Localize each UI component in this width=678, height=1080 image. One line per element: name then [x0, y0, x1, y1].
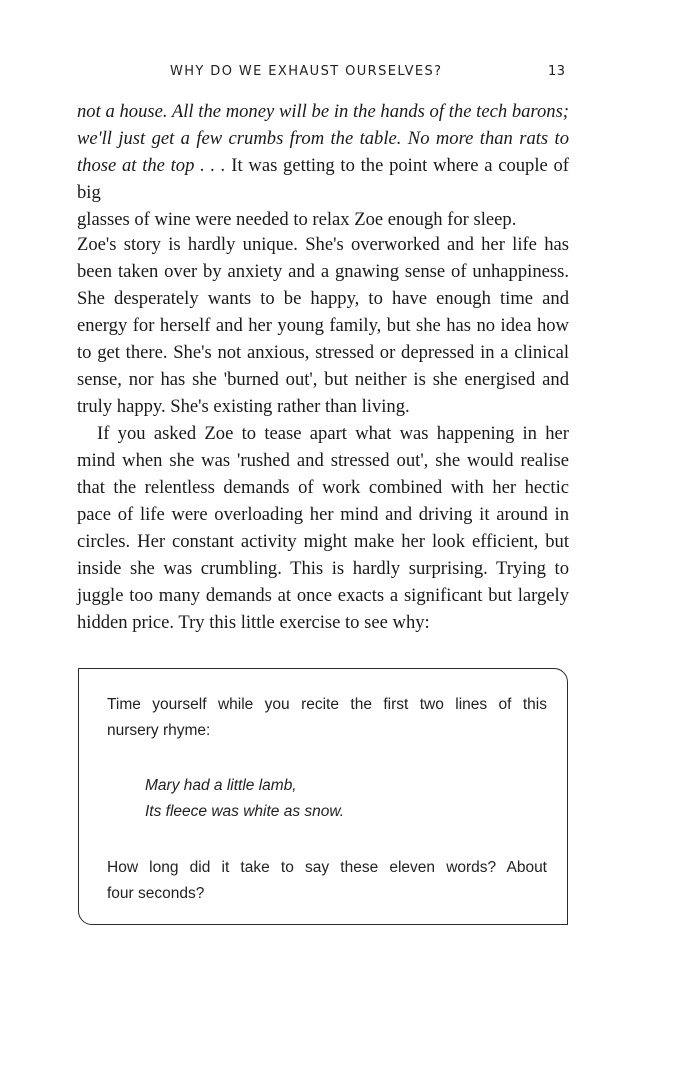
paragraph-zoe-story [77, 231, 569, 420]
text-line: hidden price. Try this little exercise to see why: [77, 612, 430, 633]
rhyme-line: Mary had a little lamb, [145, 777, 297, 794]
paragraph-tease-apart [77, 420, 569, 636]
paragraph-continued [77, 98, 569, 233]
text-line: pace of life were overloading her mind and driving it around in [77, 504, 569, 525]
nursery-rhyme [145, 773, 585, 825]
main-text [77, 231, 569, 636]
running-head [0, 64, 678, 84]
text-line: four seconds? [107, 885, 205, 902]
text-line: If you asked Zoe to tease apart what was happening in her [97, 423, 569, 444]
running-title: WHY DO WE EXHAUST OURSELVES? [170, 64, 443, 79]
text-line: inside she was crumbling. This is hardly surprising. Trying to [77, 558, 569, 579]
text-line: Zoe's story is hardly unique. She's overworked and her life has [77, 234, 569, 255]
italic-phrase: those at the top . . . [77, 155, 226, 176]
text-line: Time yourself while you recite the first two lines of this [107, 696, 547, 713]
text-line: How long did it take to say these eleven words? About [107, 859, 547, 876]
text-line: circles. Her constant activity might make her look efficient, but [77, 531, 569, 552]
exercise-instructions [107, 692, 547, 744]
text-line: truly happy. She's existing rather than living. [77, 396, 410, 417]
text-line: She desperately wants to be happy, to have enough time and [77, 288, 569, 309]
text-line: been taken over by anxiety and a gnawing sense of unhappiness. [77, 261, 569, 282]
exercise-box [78, 668, 568, 925]
text-line: that the relentless demands of work combined with her hectic [77, 477, 569, 498]
text-line: sense, nor has she 'burned out', but neither is she energised and [77, 369, 569, 390]
page-number: 13 [548, 64, 566, 79]
roman-phrase: It was getting to the point where a couple of big [77, 155, 569, 203]
text-line: mind when she was 'rushed and stressed out', she would realise [77, 450, 569, 471]
text-line: we'll just get a few crumbs from the table. No more than rats to [77, 128, 569, 149]
exercise-question [107, 855, 547, 907]
rhyme-line: Its fleece was white as snow. [145, 803, 345, 820]
text-line: energy for herself and her young family, but she has no idea how [77, 315, 569, 336]
text-line: glasses of wine were needed to relax Zoe enough for sleep. [77, 209, 517, 230]
text-line: to get there. She's not anxious, stressed or depressed in a clinical [77, 342, 569, 363]
text-line: juggle too many demands at once exacts a significant but largely [77, 585, 569, 606]
text-line: nursery rhyme: [107, 722, 211, 739]
text-line [77, 152, 569, 206]
text-line: not a house. All the money will be in the hands of the tech barons; [77, 101, 569, 122]
